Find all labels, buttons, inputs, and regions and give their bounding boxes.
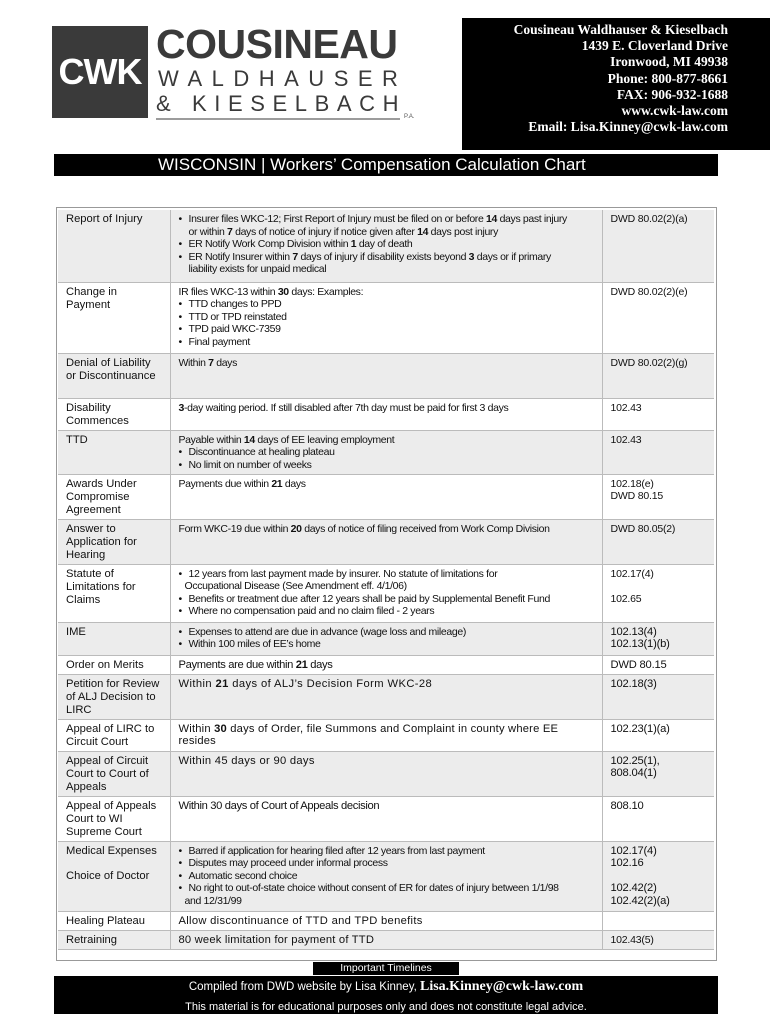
row-reference: 102.18(3)	[602, 674, 714, 719]
list-item: • Discontinuance at healing plateau	[179, 446, 594, 459]
row-label: Healing Plateau	[58, 911, 170, 930]
row-reference: DWD 80.02(2)(e)	[602, 282, 714, 353]
list-item: • TTD changes to PPD	[179, 298, 594, 311]
row-label: Answer to Application for Hearing	[58, 519, 170, 564]
list-item-continued: and 12/31/99	[184, 894, 242, 907]
row-reference	[602, 911, 714, 930]
row-label: Report of Injury	[58, 210, 170, 282]
table-row	[58, 282, 714, 353]
footer-disclaimer: This material is for educational purposes only and does not constitute legal advice.	[185, 1001, 587, 1013]
row-rule	[170, 841, 602, 911]
logo-line-waldhauser: WALDHAUSER	[158, 66, 408, 91]
contact-web[interactable]: www.cwk-law.com	[621, 103, 728, 119]
contact-firm: Cousineau Waldhauser & Kieselbach	[513, 22, 728, 37]
list-item: • No limit on number of weeks	[179, 459, 594, 472]
row-label: IME	[58, 622, 170, 655]
logo-line-kieselbach: & KIESELBACH	[156, 91, 407, 116]
row-rule: Payments are due within 21 days	[170, 655, 602, 674]
row-rule: Payable within 14 days of EE leaving employment • Discontinuance at healing plateau • No limit on number of weeks	[170, 430, 602, 474]
row-reference: 102.43(5)	[602, 930, 714, 949]
contact-city: Ironwood, MI 49938	[610, 54, 728, 70]
row-reference: 808.10	[602, 796, 714, 841]
row-label: Appeal of Appeals Court to WI Supreme Court	[58, 796, 170, 841]
list-item: • Final payment	[179, 336, 594, 349]
row-reference: 102.43	[602, 398, 714, 430]
list-item: • Within 100 miles of EE’s home	[179, 638, 594, 651]
list-item: • No right to out-of-state choice without consent of ER for dates of injury between 1/1/98	[179, 882, 594, 895]
row-reference: DWD 80.02(2)(g)	[602, 353, 714, 398]
list-item: • ER Notify Insurer within 7 days of injury if disability exists beyond 3 days or if primary	[179, 251, 594, 264]
row-reference: 102.23(1)(a)	[602, 719, 714, 751]
table-row	[58, 519, 714, 564]
page-title: WISCONSIN | Workers’ Compensation Calculation Chart	[54, 154, 718, 176]
row-reference: 102.17(4) 102.65	[602, 564, 714, 622]
row-rule: Within 30 days of Order, file Summons and Complaint in county where EE resides	[170, 719, 602, 751]
list-item: • 12 years from last payment made by insurer. No statute of limitations for	[179, 568, 594, 581]
row-label: Medical Expenses Choice of Doctor	[58, 841, 170, 911]
contact-address: 1439 E. Cloverland Drive	[581, 38, 728, 54]
table-row	[58, 841, 714, 911]
row-rule: 80 week limitation for payment of TTD	[170, 930, 602, 949]
row-rule: Form WKC-19 due within 20 days of notice of filing received from Work Comp Division	[170, 519, 602, 564]
table-row	[58, 622, 714, 655]
list-item: • Expenses to attend are due in advance (wage loss and mileage)	[179, 626, 594, 639]
list-item: • Disputes may proceed under informal process	[179, 857, 594, 870]
row-label: Appeal of Circuit Court to Court of Appeals	[58, 751, 170, 796]
row-reference: DWD 80.05(2)	[602, 519, 714, 564]
firm-logo	[52, 22, 422, 122]
table-row	[58, 796, 714, 841]
row-label: TTD	[58, 430, 170, 474]
row-rule: Payments due within 21 days	[170, 474, 602, 519]
row-label: Denial of Liability or Discontinuance	[58, 353, 170, 398]
list-item: • TTD or TPD reinstated	[179, 311, 594, 324]
list-item: • TPD paid WKC-7359	[179, 323, 594, 336]
row-reference: 102.17(4) 102.16 102.42(2) 102.42(2)(a)	[602, 841, 714, 911]
logo-initials: CWK	[52, 26, 148, 118]
timeline-table	[58, 210, 714, 950]
contact-box	[462, 18, 770, 150]
row-label: Petition for Review of ALJ Decision to LIRC	[58, 674, 170, 719]
important-timelines-label: Important Timelines	[313, 962, 459, 975]
row-rule	[170, 622, 602, 655]
row-label: Order on Merits	[58, 655, 170, 674]
table-row	[58, 430, 714, 474]
row-rule: Within 30 days of Court of Appeals decision	[170, 796, 602, 841]
table-row	[58, 564, 714, 622]
row-rule: Allow discontinuance of TTD and TPD benefits	[170, 911, 602, 930]
list-item-continued: liability exists for unpaid medical	[188, 263, 327, 276]
list-item-continued: or within 7 days of notice of injury if notice given after 14 days post injury	[188, 225, 498, 238]
contact-fax: FAX: 906-932-1688	[616, 86, 728, 102]
row-reference: 102.25(1), 808.04(1)	[602, 751, 714, 796]
table-row	[58, 751, 714, 796]
table-row	[58, 930, 714, 949]
list-item: • Benefits or treatment due after 12 years shall be paid by Supplemental Benefit Fund	[179, 593, 594, 606]
row-reference: DWD 80.15	[602, 655, 714, 674]
contact-phone: Phone: 800-877-8661	[607, 70, 728, 86]
row-rule: Within 21 days of ALJ’s Decision Form WKC-28	[170, 674, 602, 719]
footer-bar	[54, 976, 718, 1014]
row-label: Disability Commences	[58, 398, 170, 430]
list-item: • Automatic second choice	[179, 870, 594, 883]
table-row	[58, 398, 714, 430]
list-item: • Barred if application for hearing filed after 12 years from last payment	[179, 845, 594, 858]
row-rule: IR files WKC-13 within 30 days: Examples: • TTD changes to PPD • TTD or TPD reinstated • TPD paid WKC-7359 • Final payment	[170, 282, 602, 353]
list-item-continued: Occupational Disease (See Amendment eff. 4/1/06)	[184, 580, 407, 593]
list-item: • Insurer files WKC-12; First Report of Injury must be filed on or before 14 days past injury	[179, 213, 594, 226]
list-item: • Where no compensation paid and no claim filed - 2 years	[179, 605, 594, 618]
footer-email-link[interactable]: Lisa.Kinney@cwk-law.com	[420, 979, 584, 994]
row-rule	[170, 210, 602, 282]
row-label: Awards Under Compromise Agreement	[58, 474, 170, 519]
row-reference: DWD 80.02(2)(a)	[602, 210, 714, 282]
contact-email[interactable]: Email: Lisa.Kinney@cwk-law.com	[528, 119, 728, 135]
row-reference: 102.13(4) 102.13(1)(b)	[602, 622, 714, 655]
row-reference: 102.43	[602, 430, 714, 474]
table-row	[58, 674, 714, 719]
table-row	[58, 474, 714, 519]
table-row	[58, 353, 714, 398]
row-label: Appeal of LIRC to Circuit Court	[58, 719, 170, 751]
list-item: • ER Notify Work Comp Division within 1 day of death	[179, 238, 594, 251]
row-rule: Within 45 days or 90 days	[170, 751, 602, 796]
logo-rule	[156, 118, 422, 122]
row-label: Retraining	[58, 930, 170, 949]
table-row	[58, 210, 714, 282]
table-row	[58, 655, 714, 674]
table-row	[58, 911, 714, 930]
logo-suffix: P.A.	[404, 114, 415, 120]
row-reference: 102.18(e) DWD 80.15	[602, 474, 714, 519]
table-row	[58, 719, 714, 751]
row-label: Change in Payment	[58, 282, 170, 353]
row-rule	[170, 564, 602, 622]
row-label: Statute of Limitations for Claims	[58, 564, 170, 622]
logo-line-cousineau: COUSINEAU	[156, 21, 398, 67]
footer-compiled: Compiled from DWD website by Lisa Kinney, Lisa.Kinney@cwk-law.com	[188, 979, 584, 994]
row-rule: 3-day waiting period. If still disabled after 7th day must be paid for first 3 days	[170, 398, 602, 430]
row-rule: Within 7 days	[170, 353, 602, 398]
